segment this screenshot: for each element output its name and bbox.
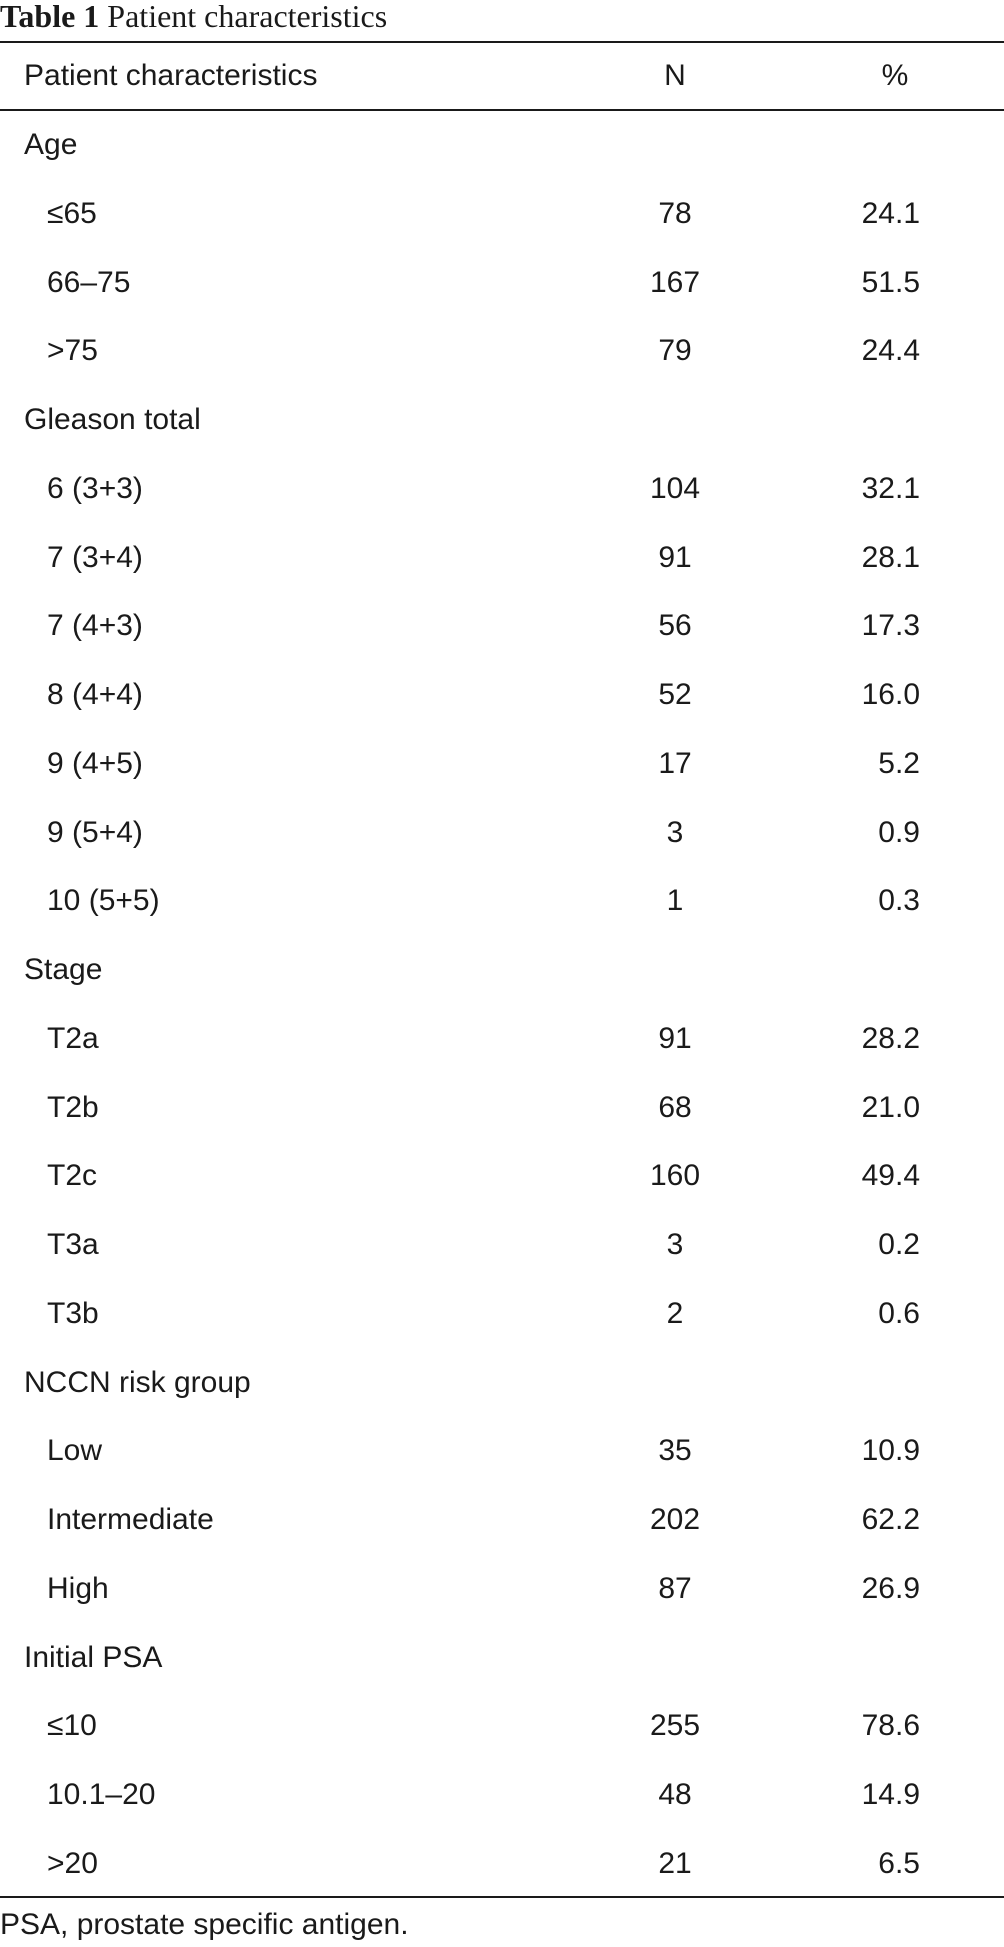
row-label: T2b <box>47 1090 99 1124</box>
row-percent: 51.5 <box>861 265 920 299</box>
row-n: 3 <box>666 815 684 849</box>
row-percent: 16.0 <box>861 678 920 711</box>
row-n: 3 <box>666 1228 684 1261</box>
table-row <box>0 249 1004 318</box>
row-n: 91 <box>658 540 692 574</box>
group-header-row <box>0 1349 1004 1418</box>
header-n: N <box>664 59 686 92</box>
group-header-row <box>0 111 1004 180</box>
table-row <box>0 1005 1004 1074</box>
table-row <box>0 1280 1004 1349</box>
table-row <box>0 1692 1004 1761</box>
table-row <box>0 524 1004 593</box>
row-label: 10 (5+5) <box>47 884 160 918</box>
row-label: T2c <box>47 1159 98 1193</box>
header-percent: % <box>881 59 909 92</box>
table-row <box>0 1761 1004 1830</box>
row-percent: 6.5 <box>878 1846 920 1880</box>
row-label: >20 <box>47 1846 98 1880</box>
row-label: 6 (3+3) <box>47 471 143 505</box>
row-percent: 0.9 <box>878 815 920 849</box>
row-label: T3a <box>47 1228 99 1261</box>
row-label: 10.1–20 <box>47 1778 156 1811</box>
row-n: 79 <box>658 334 692 368</box>
row-percent: 28.1 <box>861 540 920 574</box>
table-row <box>0 1211 1004 1280</box>
row-n: 35 <box>658 1434 692 1468</box>
row-label: Stage <box>24 953 103 986</box>
table-row <box>0 455 1004 524</box>
table-row <box>0 592 1004 661</box>
row-n: 56 <box>658 609 692 643</box>
row-percent: 26.9 <box>861 1571 920 1605</box>
row-label: Initial PSA <box>24 1640 163 1674</box>
table-row <box>0 730 1004 799</box>
row-percent: 21.0 <box>861 1090 920 1124</box>
row-percent: 10.9 <box>861 1434 920 1468</box>
row-percent: 78.6 <box>861 1709 920 1743</box>
table-row <box>0 799 1004 868</box>
row-label: Age <box>24 128 78 161</box>
table-footnote: PSA, prostate specific antigen. <box>0 1908 409 1941</box>
row-label: 9 (4+5) <box>47 746 143 780</box>
table-row <box>0 1074 1004 1143</box>
row-label: >75 <box>47 334 98 368</box>
row-label: 66–75 <box>47 265 131 299</box>
row-n: 78 <box>658 196 692 230</box>
row-label: Low <box>47 1434 103 1468</box>
table-row <box>0 1555 1004 1624</box>
table-caption <box>0 0 387 40</box>
row-percent: 32.1 <box>861 471 920 505</box>
row-label: High <box>47 1571 109 1605</box>
row-label: Gleason total <box>24 403 201 436</box>
row-n: 91 <box>658 1021 692 1055</box>
row-label: T2a <box>47 1021 99 1055</box>
row-percent: 14.9 <box>861 1778 920 1811</box>
bottom-rule <box>0 1896 1004 1898</box>
row-n: 87 <box>658 1571 692 1605</box>
table-row <box>0 1417 1004 1486</box>
row-label: 9 (5+4) <box>47 815 143 849</box>
row-n: 48 <box>658 1778 692 1811</box>
row-label: ≤65 <box>47 196 97 230</box>
row-label: Intermediate <box>47 1503 214 1536</box>
row-n: 1 <box>666 884 684 918</box>
row-percent: 17.3 <box>861 609 920 643</box>
table-row <box>0 317 1004 386</box>
row-n: 52 <box>658 678 692 711</box>
row-n: 2 <box>666 1296 684 1330</box>
row-percent: 24.4 <box>861 334 920 368</box>
row-label: NCCN risk group <box>24 1365 251 1399</box>
row-percent: 0.3 <box>878 884 920 918</box>
row-percent: 24.1 <box>861 196 920 230</box>
row-percent: 0.2 <box>878 1228 920 1261</box>
row-n: 202 <box>649 1503 701 1536</box>
row-percent: 62.2 <box>861 1503 920 1536</box>
table-row <box>0 1486 1004 1555</box>
row-percent: 0.6 <box>878 1296 920 1330</box>
row-n: 160 <box>649 1159 701 1193</box>
table-row <box>0 1830 1004 1899</box>
table-title: Patient characteristics <box>107 0 388 34</box>
row-label: T3b <box>47 1296 99 1330</box>
group-header-row <box>0 1624 1004 1693</box>
row-n: 104 <box>649 471 701 505</box>
row-percent: 28.2 <box>861 1021 920 1055</box>
row-percent: 49.4 <box>861 1159 920 1193</box>
row-label: 7 (4+3) <box>47 609 143 643</box>
row-label: 7 (3+4) <box>47 540 143 574</box>
row-label: 8 (4+4) <box>47 678 143 711</box>
group-header-row <box>0 936 1004 1005</box>
group-header-row <box>0 386 1004 455</box>
row-label: ≤10 <box>47 1709 97 1743</box>
table-body <box>0 111 1004 1899</box>
table-row <box>0 867 1004 936</box>
table-row <box>0 180 1004 249</box>
row-n: 167 <box>649 265 701 299</box>
row-n: 68 <box>658 1090 692 1124</box>
row-n: 17 <box>658 746 692 780</box>
row-n: 255 <box>649 1709 701 1743</box>
table-row <box>0 1142 1004 1211</box>
table-header <box>0 43 1004 109</box>
header-characteristics: Patient characteristics <box>24 59 318 92</box>
row-n: 21 <box>658 1846 692 1880</box>
table-row <box>0 661 1004 730</box>
table-number: Table 1 <box>0 0 100 34</box>
row-percent: 5.2 <box>878 746 920 780</box>
